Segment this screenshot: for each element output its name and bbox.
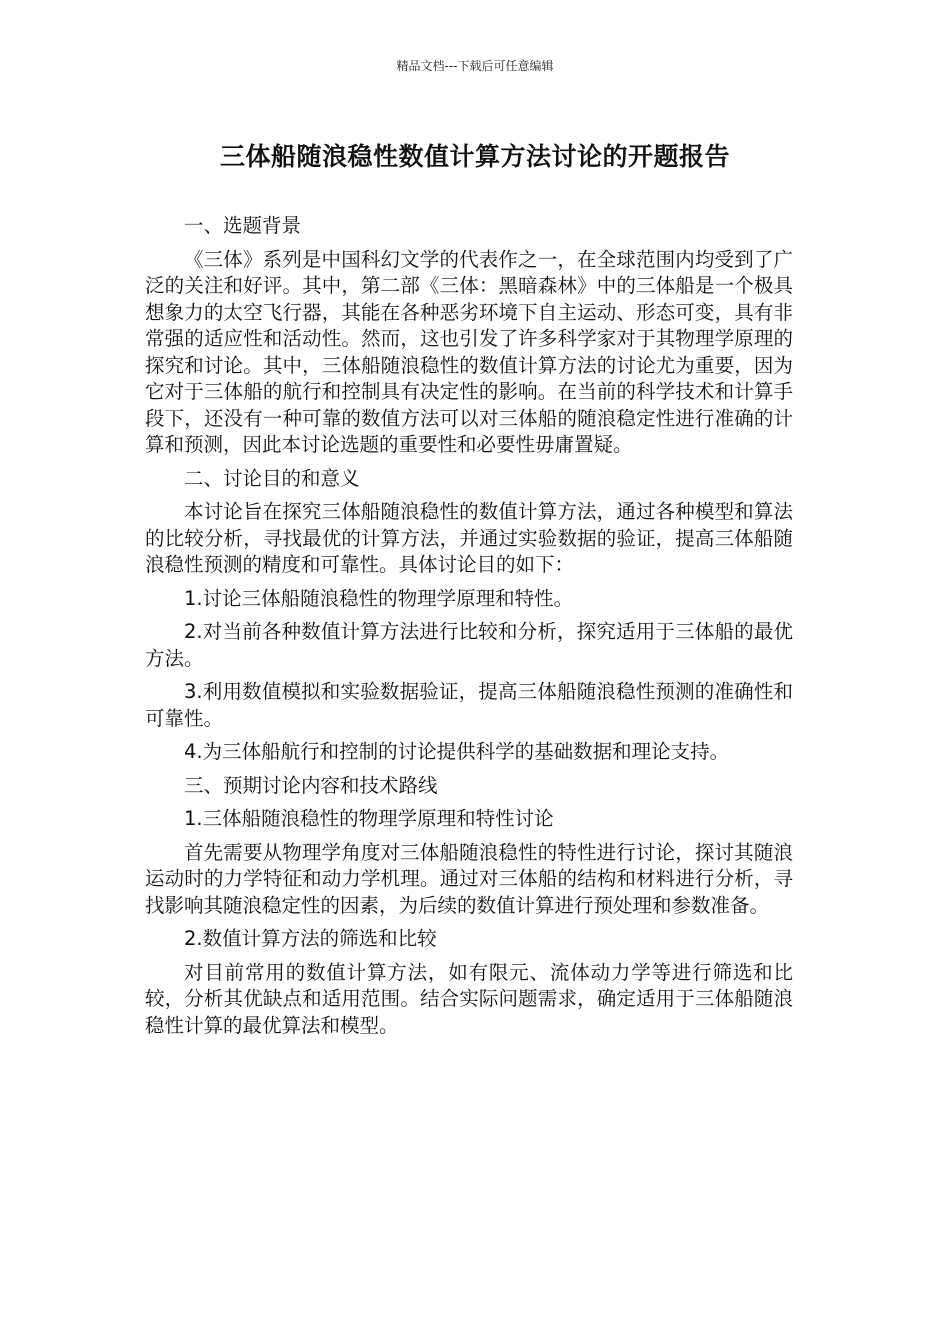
list-item-purpose-3: 3.利用数值模拟和实验数据验证，提高三体船随浪稳性预测的准确性和可靠性。 (145, 680, 793, 730)
list-item-purpose-4: 4.为三体船航行和控制的讨论提供科学的基础数据和理论支持。 (184, 740, 730, 763)
document-title: 三体船随浪稳性数值计算方法讨论的开题报告 (219, 142, 730, 171)
list-item-purpose-2: 2.对当前各种数值计算方法进行比较和分析，探究适用于三体船的最优方法。 (145, 620, 793, 670)
document-body (145, 213, 793, 1046)
subsection-heading-physics: 1.三体船随浪稳性的物理学原理和特性讨论 (184, 807, 554, 830)
subsection-heading-methods: 2.数值计算方法的筛选和比较 (184, 927, 437, 950)
paragraph-physics: 首先需要从物理学角度对三体船随浪稳性的特性进行讨论，探讨其随浪运动时的力学特征和动力学机理。通过对三体船的结构和材料进行分析，寻找影响其随浪稳定性的因素，为后续的数值计算进行预处理和参数准备。 (145, 840, 793, 917)
paragraph-background: 《三体》系列是中国科幻文学的代表作之一，在全球范围内均受到了广泛的关注和好评。其中，第二部《三体：黑暗森林》中的三体船是一个极具想象力的太空飞行器，其能在各种恶劣环境下自主运动、形态可变，具有非常强的适应性和活动性。然而，这也引发了许多科学家对于其物理学原理的探究和讨论。其中，三体船随浪稳性的数值计算方法的讨论尤为重要，因为它对于三体船的航行和控制具有决定性的影响。在当前的科学技术和计算手段下，还没有一种可靠的数值方法可以对三体船的随浪稳定性进行准确的计算和预测，因此本讨论选题的重要性和必要性毋庸置疑。 (145, 247, 793, 456)
page-header-note: 精品文档---下载后可任意编辑 (396, 59, 554, 73)
paragraph-purpose: 本讨论旨在探究三体船随浪稳性的数值计算方法，通过各种模型和算法的比较分析，寻找最优的计算方法，并通过实验数据的验证，提高三体船随浪稳性预测的精度和可靠性。具体讨论目的如下： (145, 500, 793, 576)
list-item-purpose-1: 1.讨论三体船随浪稳性的物理学原理和特性。 (184, 586, 574, 610)
paragraph-methods: 对目前常用的数值计算方法，如有限元、流体动力学等进行筛选和比较，分析其优缺点和适用范围。结合实际问题需求，确定适用于三体船随浪稳性计算的最优算法和模型。 (145, 960, 793, 1037)
section-heading-purpose: 二、讨论目的和意义 (184, 466, 360, 490)
section-heading-content: 三、预期讨论内容和技术路线 (184, 773, 438, 797)
section-heading-background: 一、选题背景 (184, 214, 302, 237)
